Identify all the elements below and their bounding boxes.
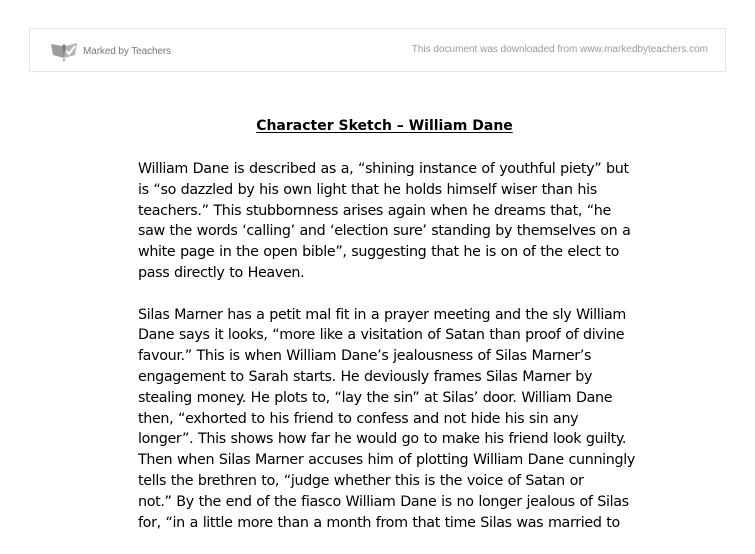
- source-banner: [29, 28, 726, 72]
- text-line: teachers.” This stubbornness arises again when he dreams that, “he: [138, 202, 611, 219]
- brand-name: Marked by Teachers: [83, 45, 172, 57]
- paragraph-2: [138, 305, 638, 534]
- text-line: longer”. This shows how far he would go to make his friend look guilty.: [138, 431, 627, 448]
- text-line: then, “exhorted to his friend to confess and not hide his sin any: [138, 410, 579, 427]
- text-line: white page in the open bible”, suggesting that he is on of the elect to: [138, 244, 619, 261]
- document-body: [138, 159, 638, 554]
- paragraph-1: [138, 159, 638, 284]
- text-line: not.” By the end of the fiasco William Dane is no longer jealous of Silas: [138, 493, 629, 510]
- download-source-note: This document was downloaded from www.markedbyteachers.com: [411, 44, 708, 55]
- text-line: William Dane is described as a, “shining instance of youthful piety” but: [138, 161, 629, 177]
- text-line: Dane says it looks, “more like a visitation of Satan than proof of divine: [138, 327, 625, 344]
- text-line: for, “in a little more than a month from that time Silas was married to: [138, 514, 620, 531]
- text-line: Silas Marner has a petit mal fit in a prayer meeting and the sly William: [138, 306, 626, 323]
- text-line: tells the brethren to, “judge whether this is the voice of Satan or: [138, 472, 584, 489]
- open-book-checkmark-icon: [50, 41, 80, 61]
- text-line: is “so dazzled by his own light that he holds himself wiser than his: [138, 181, 597, 198]
- text-line: favour.” This is when William Dane’s jealousness of Silas Marner’s: [138, 348, 592, 365]
- document-title: Character Sketch – William Dane: [256, 118, 513, 134]
- text-line: pass directly to Heaven.: [138, 264, 305, 281]
- text-line: Then when Silas Marner accuses him of plotting William Dane cunningly: [138, 452, 635, 469]
- text-line: stealing money. He plots to, “lay the sin” at Silas’ door. William Dane: [138, 389, 613, 406]
- brand-logo-group[interactable]: [50, 41, 171, 61]
- text-line: engagement to Sarah starts. He deviously frames Silas Marner by: [138, 368, 593, 385]
- text-line: saw the words ‘calling’ and ‘election sure’ standing by themselves on a: [138, 223, 631, 240]
